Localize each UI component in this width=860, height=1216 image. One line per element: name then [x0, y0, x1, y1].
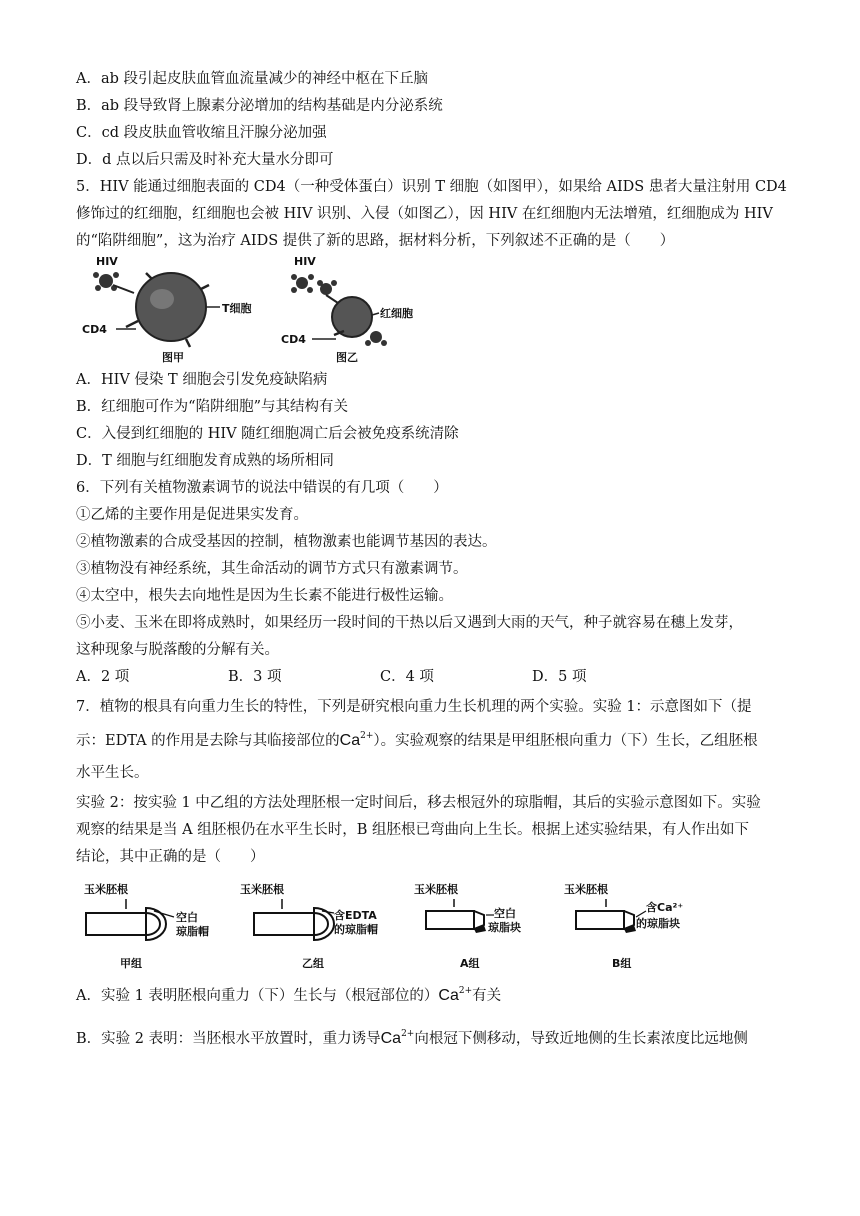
calcium-symbol: Ca: [339, 732, 361, 749]
group-a-label1: 空白: [494, 907, 516, 920]
q7-figure: [76, 871, 786, 971]
q4-options: [76, 66, 786, 174]
calcium-charge: 2+: [458, 986, 473, 996]
q6: [76, 475, 786, 691]
group-yi-caption: 乙组: [302, 957, 324, 970]
root-label: 玉米胚根: [240, 883, 284, 896]
exam-page: [76, 66, 786, 1055]
q7-exp2-line: 观察的结果是当 A 组胚根仍在水平生长时，B 组胚根已弯曲向上生长。根据上述实验结果，有人作出如下: [76, 822, 749, 838]
q6-item-1: ①乙烯的主要作用是促进果实发育。: [76, 507, 308, 523]
q7-stem-line1: 7．植物的根具有向重力生长的特性，下列是研究根向重力生长机理的两个实验。实验 1：示意图如下（提: [76, 699, 752, 715]
q7-option-b-text: 向根冠下侧移动，导致近地侧的生长素浓度比远地侧: [414, 1031, 748, 1047]
group-a-label2: 琼脂块: [488, 921, 521, 934]
q4-option-a: A．ab 段引起皮肤血管血流量减少的神经中枢在下丘脑: [76, 71, 429, 87]
q6-choice-c: C．4 项: [380, 669, 434, 685]
figure-b-caption: 图乙: [336, 351, 358, 364]
q5-option-a: A．HIV 侵染 T 细胞会引发免疫缺陷病: [76, 372, 328, 388]
group-yi: [240, 882, 378, 970]
figure-b: [281, 255, 413, 364]
hiv-cell-diagram: [76, 255, 476, 367]
root-label: 玉米胚根: [564, 883, 608, 896]
rbc-label: 红细胞: [380, 307, 413, 320]
t-cell-shape: [136, 273, 206, 341]
q5-stem-line: 5．HIV 能通过细胞表面的 CD4（一种受体蛋白）识别 T 细胞（如图甲），如果给 AIDS 患者大量注射用 CD4: [76, 179, 787, 195]
q4-option-d: D．d 点以后只需及时补充大量水分即可: [76, 152, 334, 168]
q5-stem: [76, 174, 786, 255]
q7-options: [76, 979, 786, 1055]
group-jia-label2: 琼脂帽: [176, 925, 209, 938]
group-b: [564, 882, 683, 970]
cd4-label-a: CD4: [82, 323, 107, 336]
q7-stem-line2: [76, 724, 786, 757]
root-label: 玉米胚根: [84, 883, 128, 896]
q5-stem-line: 的“陷阱细胞”，这为治疗 AIDS 提供了新的思路，据材料分析，下列叙述不正确的是（ ）: [76, 233, 675, 249]
root-label: 玉米胚根: [414, 883, 458, 896]
q6-item-5-cont: 这种现象与脱落酸的分解有关。: [76, 642, 279, 658]
q6-item-4: ④太空中，根失去向地性是因为生长素不能进行极性运输。: [76, 588, 453, 604]
q6-item-3: ③植物没有神经系统，其生命活动的调节方式只有激素调节。: [76, 561, 468, 577]
q5-stem-line: 修饰过的红细胞，红细胞也会被 HIV 识别、入侵（如图乙），因 HIV 在红细胞内无法增殖，红细胞成为 HIV: [76, 206, 773, 222]
q6-choices: [76, 664, 786, 691]
t-cell-label: T细胞: [222, 302, 252, 315]
figure-a: [82, 255, 252, 364]
calcium-symbol: Ca: [438, 987, 459, 1004]
q5-options: [76, 367, 786, 475]
q7-option-b: [76, 1022, 786, 1055]
q4-option-c: C．cd 段皮肤血管收缩且汗腺分泌加强: [76, 125, 327, 141]
root-experiment-diagram: [76, 871, 716, 971]
q7-option-b-text: B．实验 2 表明：当胚根水平放置时，重力诱导: [76, 1031, 381, 1047]
calcium-symbol: Ca: [380, 1030, 402, 1047]
hiv-particle-a: [93, 272, 134, 293]
q6-item-2: ②植物激素的合成受基因的控制，植物激素也能调节基因的表达。: [76, 534, 497, 550]
figure-a-caption: 图甲: [162, 351, 184, 364]
group-b-caption: B组: [612, 957, 632, 970]
q7-line2-text: 示：EDTA 的作用是去除与其临接部位的: [76, 733, 340, 749]
q6-choice-a: A．2 项: [76, 669, 130, 685]
group-b-label2: 的琼脂块: [636, 917, 680, 930]
q6-choice-b: B．3 项: [228, 669, 282, 685]
hiv-label-b: HIV: [294, 255, 316, 268]
calcium-charge: 2+: [401, 1029, 415, 1039]
hiv-particle-b: [291, 274, 338, 303]
q7-option-a-text: A．实验 1 表明胚根向重力（下）生长与（根冠部位的）: [76, 988, 439, 1004]
q5-figure: [76, 255, 786, 367]
q7-exp2-line: 结论，其中正确的是（ ）: [76, 849, 265, 865]
group-jia-label1: 空白: [176, 911, 198, 924]
calcium-charge: 2+: [360, 731, 374, 741]
q7-stem-line3: 水平生长。: [76, 765, 149, 781]
q6-item-5: ⑤小麦、玉米在即将成熟时，如果经历一段时间的干热以后又遇到大雨的天气，种子就容易在穗上发芽，: [76, 615, 743, 631]
q4-option-b: B．ab 段导致肾上腺素分泌增加的结构基础是内分泌系统: [76, 98, 443, 114]
q5-option-d: D．T 细胞与红细胞发育成熟的场所相同: [76, 453, 334, 469]
q6-stem: 6．下列有关植物激素调节的说法中错误的有几项（ ）: [76, 480, 448, 496]
q7-line2-text: ）。实验观察的结果是甲组胚根向重力（下）生长，乙组胚根: [373, 733, 758, 749]
hiv-label-a: HIV: [96, 255, 118, 268]
group-yi-label1: 含EDTA: [334, 909, 377, 922]
group-a: [414, 882, 521, 970]
group-yi-label2: 的琼脂帽: [334, 923, 378, 936]
q5-option-c: C．入侵到红细胞的 HIV 随红细胞凋亡后会被免疫系统清除: [76, 426, 459, 442]
group-jia: [84, 882, 209, 970]
q7-option-a-text: 有关: [472, 988, 502, 1004]
group-a-caption: A组: [460, 957, 480, 970]
cd4-label-b: CD4: [281, 333, 306, 346]
group-b-label1: 含Ca²⁺: [646, 901, 684, 914]
group-jia-caption: 甲组: [120, 957, 142, 970]
t-cell-texture: [150, 289, 174, 309]
q7-exp2-line: 实验 2：按实验 1 中乙组的方法处理胚根一定时间后，移去根冠外的琼脂帽，其后的实验示意图如下。实验: [76, 795, 761, 811]
q7-option-a: [76, 979, 786, 1012]
q7: [76, 691, 786, 871]
q5-option-b: B．红细胞可作为“陷阱细胞”与其结构有关: [76, 399, 348, 415]
q6-choice-d: D．5 项: [532, 669, 587, 685]
